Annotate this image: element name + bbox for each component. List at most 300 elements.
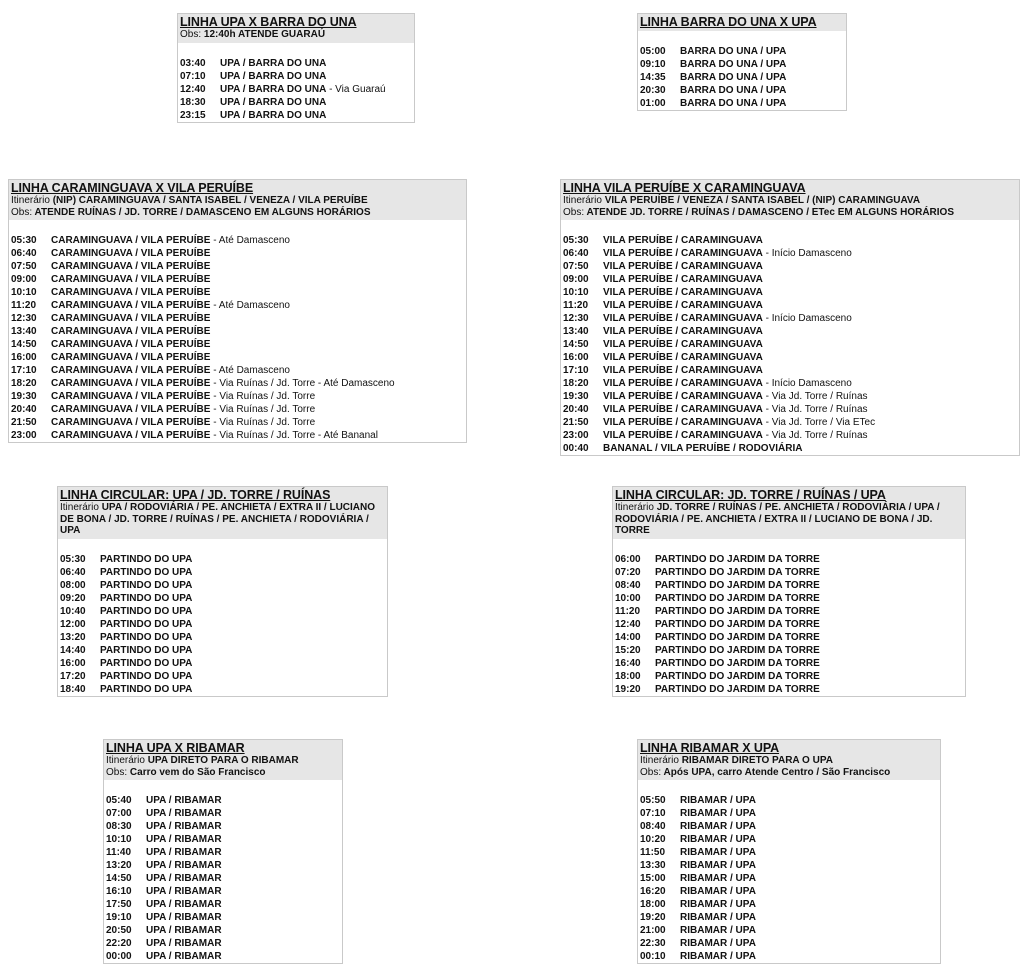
departure-route: RIBAMAR / UPA [680, 795, 756, 806]
departure-route: UPA / RIBAMAR [146, 795, 222, 806]
departure-time: 19:30 [11, 391, 37, 402]
departure-route: PARTINDO DO JARDIM DA TORRE [655, 644, 820, 656]
departure-route: RIBAMAR / UPA [680, 951, 756, 962]
departure-route: CARAMINGUAVA / VILA PERUÍBE [51, 326, 211, 337]
schedule-title: LINHA UPA X BARRA DO UNA [180, 15, 357, 29]
departure-time: 12:40 [615, 618, 641, 630]
obs-value: ATENDE RUÍNAS / JD. TORRE / DAMASCENO EM ALGUNS HORÁRIOS [34, 206, 371, 218]
departure-row [11, 247, 464, 260]
departure-row [11, 403, 464, 416]
departure-route: CARAMINGUAVA / VILA PERUÍBE [51, 417, 211, 428]
departure-time: 22:30 [640, 938, 666, 949]
departure-route: UPA / RIBAMAR [146, 821, 222, 832]
departure-note: - Via Ruínas / Jd. Torre - Até Damasceno [210, 378, 395, 389]
departure-row [60, 579, 385, 592]
departure-note: - Início Damasceno [762, 248, 852, 259]
departure-time: 15:00 [640, 873, 666, 884]
obs-value: Carro vem do São Francisco [129, 766, 266, 778]
departure-time: 09:00 [11, 274, 37, 285]
departure-route: BARRA DO UNA / UPA [680, 46, 787, 57]
schedule-box-barra-do-una-upa [637, 13, 847, 111]
departure-route: CARAMINGUAVA / VILA PERUÍBE [51, 235, 211, 246]
departure-time: 06:00 [615, 553, 641, 565]
departure-route: VILA PERUÍBE / CARAMINGUAVA [603, 339, 763, 350]
itinerary-value: UPA / RODOVIÁRIA / PE. ANCHIETA / EXTRA II / LUCIANO DE BONA / JD. TORRE / RUÍNAS / PE. ANCHIETA / RODOVIÁRIA / UPA [60, 502, 376, 536]
departure-time: 11:20 [615, 605, 641, 617]
departure-list [638, 780, 940, 963]
departure-row [60, 618, 385, 631]
departure-list [178, 43, 414, 122]
departure-time: 08:40 [615, 579, 641, 591]
departure-route: CARAMINGUAVA / VILA PERUÍBE [51, 352, 211, 363]
schedule-header [178, 14, 414, 43]
departure-time: 19:20 [640, 912, 666, 923]
departure-row [11, 364, 464, 377]
departure-note: - Via Jd. Torre / Ruínas [762, 404, 868, 415]
departure-time: 05:40 [106, 795, 132, 806]
departure-row [615, 657, 963, 670]
departure-row [106, 950, 340, 963]
departure-route: RIBAMAR / UPA [680, 899, 756, 910]
departure-row [563, 338, 1017, 351]
departure-row [640, 950, 938, 963]
departure-row [563, 364, 1017, 377]
departure-time: 13:40 [11, 326, 37, 337]
departure-row [640, 71, 844, 84]
departure-time: 01:00 [640, 98, 666, 109]
departure-time: 09:10 [640, 59, 666, 70]
departure-time: 23:00 [563, 430, 589, 441]
departure-row [640, 846, 938, 859]
departure-row [180, 83, 412, 96]
departure-route: VILA PERUÍBE / CARAMINGUAVA [603, 391, 763, 402]
departure-time: 18:00 [615, 670, 641, 682]
departure-route: RIBAMAR / UPA [680, 821, 756, 832]
departure-route: RIBAMAR / UPA [680, 873, 756, 884]
departure-time: 17:50 [106, 899, 132, 910]
departure-row [11, 286, 464, 299]
departure-time: 18:40 [60, 683, 86, 695]
departure-row [640, 937, 938, 950]
schedule-header [638, 740, 940, 780]
departure-time: 11:20 [563, 300, 589, 311]
departure-row [60, 592, 385, 605]
departure-route: UPA / BARRA DO UNA [220, 109, 327, 121]
schedule-header [613, 487, 965, 539]
departure-note: - Até Damasceno [210, 365, 290, 376]
departure-route: PARTINDO DO UPA [100, 618, 193, 630]
obs-line [640, 767, 938, 779]
departure-route: PARTINDO DO UPA [100, 631, 193, 643]
departure-row [640, 807, 938, 820]
departure-note: - Via Ruínas / Jd. Torre [210, 391, 316, 402]
departure-row [563, 429, 1017, 442]
departure-time: 05:30 [11, 235, 37, 246]
departure-time: 20:40 [563, 404, 589, 415]
departure-time: 19:10 [106, 912, 132, 923]
departure-row [640, 872, 938, 885]
departure-row [640, 898, 938, 911]
departure-row [11, 273, 464, 286]
itinerary-value: JD. TORRE / RUÍNAS / PE. ANCHIETA / RODOVIÁRIA / UPA / RODOVIÁRIA / PE. ANCHIETA / EXTRA II / LUCIANO DE BONA / JD. TORRE [615, 502, 940, 536]
departure-time: 05:30 [563, 235, 589, 246]
itinerary-label: Itinerário [106, 755, 145, 766]
departure-row [615, 644, 963, 657]
departure-route: UPA / RIBAMAR [146, 860, 222, 871]
departure-row [106, 911, 340, 924]
departure-row [640, 911, 938, 924]
departure-row [180, 70, 412, 83]
itinerary-label: Itinerário [563, 195, 602, 206]
departure-row [106, 859, 340, 872]
departure-row [640, 58, 844, 71]
departure-row [60, 657, 385, 670]
departure-note: - Via Jd. Torre / Ruínas [762, 430, 868, 441]
departure-time: 11:50 [640, 847, 666, 858]
departure-row [615, 670, 963, 683]
departure-row [11, 351, 464, 364]
departure-time: 09:20 [60, 592, 86, 604]
departure-time: 20:30 [640, 85, 666, 96]
departure-row [563, 273, 1017, 286]
itinerary-label: Itinerário [640, 755, 679, 766]
departure-row [563, 286, 1017, 299]
departure-row [106, 885, 340, 898]
itinerary-line [11, 195, 464, 207]
departure-time: 23:15 [180, 109, 206, 121]
departure-time: 09:00 [563, 274, 589, 285]
departure-time: 14:50 [563, 339, 589, 350]
departure-route: UPA / RIBAMAR [146, 951, 222, 962]
obs-label: Obs: [640, 766, 662, 778]
departure-row [640, 833, 938, 846]
departure-route: PARTINDO DO UPA [100, 605, 193, 617]
itinerary-value: (NIP) CARAMINGUAVA / SANTA ISABEL / VENEZA / VILA PERUÍBE [52, 195, 368, 206]
departure-route: PARTINDO DO UPA [100, 566, 193, 578]
departure-time: 16:10 [106, 886, 132, 897]
departure-time: 15:20 [615, 644, 641, 656]
departure-time: 10:20 [640, 834, 666, 845]
departure-route: CARAMINGUAVA / VILA PERUÍBE [51, 391, 211, 402]
departure-note: - Via Jd. Torre / Ruínas [762, 391, 868, 402]
departure-row [106, 807, 340, 820]
departure-route: PARTINDO DO UPA [100, 683, 193, 695]
departure-row [11, 429, 464, 442]
departure-route: CARAMINGUAVA / VILA PERUÍBE [51, 404, 211, 415]
departure-route: CARAMINGUAVA / VILA PERUÍBE [51, 313, 211, 324]
departure-time: 19:30 [563, 391, 589, 402]
departure-route: PARTINDO DO JARDIM DA TORRE [655, 605, 820, 617]
itinerary-value: RIBAMAR DIRETO PARA O UPA [681, 755, 833, 766]
departure-row [180, 57, 412, 70]
departure-row [563, 260, 1017, 273]
departure-time: 11:20 [11, 300, 37, 311]
departure-list [638, 31, 846, 110]
departure-route: VILA PERUÍBE / CARAMINGUAVA [603, 287, 763, 298]
schedule-box-circular-upa-jd-torre [57, 486, 388, 697]
departure-time: 17:20 [60, 670, 86, 682]
departure-row [106, 872, 340, 885]
departure-route: VILA PERUÍBE / CARAMINGUAVA [603, 235, 763, 246]
departure-route: UPA / RIBAMAR [146, 873, 222, 884]
departure-route: UPA / RIBAMAR [146, 808, 222, 819]
departure-route: CARAMINGUAVA / VILA PERUÍBE [51, 378, 211, 389]
departure-row [640, 820, 938, 833]
departure-time: 21:00 [640, 925, 666, 936]
departure-row [180, 109, 412, 122]
departure-note: - Início Damasceno [762, 313, 852, 324]
obs-line [563, 207, 1017, 219]
departure-row [563, 234, 1017, 247]
departure-time: 10:10 [563, 287, 589, 298]
departure-route: UPA / RIBAMAR [146, 925, 222, 936]
departure-route: PARTINDO DO UPA [100, 579, 193, 591]
departure-row [106, 846, 340, 859]
schedule-title: LINHA BARRA DO UNA X UPA [640, 15, 817, 29]
departure-row [11, 390, 464, 403]
departure-row [11, 312, 464, 325]
departure-route: CARAMINGUAVA / VILA PERUÍBE [51, 261, 211, 272]
departure-row [640, 885, 938, 898]
departure-time: 11:40 [106, 847, 132, 858]
departure-route: CARAMINGUAVA / VILA PERUÍBE [51, 430, 211, 441]
departure-route: PARTINDO DO JARDIM DA TORRE [655, 631, 820, 643]
departure-row [60, 670, 385, 683]
departure-row [640, 924, 938, 937]
departure-route: PARTINDO DO JARDIM DA TORRE [655, 670, 820, 682]
departure-route: VILA PERUÍBE / CARAMINGUAVA [603, 248, 763, 259]
departure-route: VILA PERUÍBE / CARAMINGUAVA [603, 417, 763, 428]
departure-route: VILA PERUÍBE / CARAMINGUAVA [603, 352, 763, 363]
departure-list [104, 780, 342, 963]
departure-row [640, 45, 844, 58]
itinerary-line [106, 755, 340, 767]
departure-row [563, 312, 1017, 325]
schedule-box-ribamar-upa [637, 739, 941, 964]
departure-route: BARRA DO UNA / UPA [680, 59, 787, 70]
departure-note: - Até Damasceno [210, 300, 290, 311]
departure-note: - Início Damasceno [762, 378, 852, 389]
departure-note: - Via Jd. Torre / Via ETec [762, 417, 876, 428]
departure-list [561, 220, 1019, 455]
schedule-title: LINHA CARAMINGUAVA X VILA PERUÍBE [11, 181, 254, 195]
departure-row [615, 579, 963, 592]
departure-list [58, 539, 387, 696]
departure-time: 06:40 [60, 566, 86, 578]
obs-line [180, 29, 412, 41]
departure-row [615, 566, 963, 579]
obs-label: Obs: [11, 206, 33, 218]
departure-time: 13:20 [106, 860, 132, 871]
departure-row [106, 833, 340, 846]
departure-route: BARRA DO UNA / UPA [680, 98, 787, 109]
departure-row [180, 96, 412, 109]
departure-row [106, 898, 340, 911]
departure-row [106, 820, 340, 833]
departure-route: RIBAMAR / UPA [680, 925, 756, 936]
departure-time: 05:30 [60, 553, 86, 565]
departure-note: - Até Damasceno [210, 235, 290, 246]
departure-row [615, 592, 963, 605]
departure-route: PARTINDO DO UPA [100, 670, 193, 682]
departure-row [11, 377, 464, 390]
departure-row [563, 247, 1017, 260]
departure-row [563, 403, 1017, 416]
itinerary-label: Itinerário [60, 502, 99, 513]
departure-row [640, 859, 938, 872]
departure-time: 18:00 [640, 899, 666, 910]
departure-route: CARAMINGUAVA / VILA PERUÍBE [51, 274, 211, 285]
departure-route: RIBAMAR / UPA [680, 912, 756, 923]
departure-time: 08:30 [106, 821, 132, 832]
departure-time: 13:40 [563, 326, 589, 337]
departure-time: 05:00 [640, 46, 666, 57]
departure-route: VILA PERUÍBE / CARAMINGUAVA [603, 430, 763, 441]
departure-time: 07:00 [106, 808, 132, 819]
departure-row [11, 416, 464, 429]
departure-row [563, 416, 1017, 429]
departure-time: 06:40 [563, 248, 589, 259]
departure-route: BARRA DO UNA / UPA [680, 85, 787, 96]
departure-time: 23:00 [11, 430, 37, 441]
departure-row [11, 260, 464, 273]
departure-row [11, 325, 464, 338]
schedule-header [638, 14, 846, 31]
departure-route: VILA PERUÍBE / CARAMINGUAVA [603, 274, 763, 285]
departure-route: VILA PERUÍBE / CARAMINGUAVA [603, 378, 763, 389]
departure-row [640, 794, 938, 807]
departure-note: - Via Guaraú [326, 83, 386, 95]
schedule-box-vila-peruibe-caraminguava [560, 179, 1020, 456]
departure-route: UPA / RIBAMAR [146, 886, 222, 897]
departure-time: 18:30 [180, 96, 206, 108]
departure-time: 18:20 [11, 378, 37, 389]
schedule-box-circular-jd-torre-upa [612, 486, 966, 697]
schedule-header [104, 740, 342, 780]
departure-route: VILA PERUÍBE / CARAMINGUAVA [603, 326, 763, 337]
departure-time: 21:50 [563, 417, 589, 428]
departure-time: 00:00 [106, 951, 132, 962]
departure-time: 07:20 [615, 566, 641, 578]
departure-row [563, 390, 1017, 403]
departure-row [615, 683, 963, 696]
departure-time: 05:50 [640, 795, 666, 806]
schedule-title: LINHA CIRCULAR: JD. TORRE / RUÍNAS / UPA [615, 488, 886, 502]
departure-row [60, 553, 385, 566]
departure-row [60, 605, 385, 618]
departure-route: PARTINDO DO JARDIM DA TORRE [655, 683, 820, 695]
departure-route: RIBAMAR / UPA [680, 886, 756, 897]
departure-route: PARTINDO DO JARDIM DA TORRE [655, 592, 820, 604]
departure-note: - Via Ruínas / Jd. Torre [210, 404, 316, 415]
departure-time: 13:30 [640, 860, 666, 871]
departure-route: UPA / RIBAMAR [146, 847, 222, 858]
departure-time: 20:50 [106, 925, 132, 936]
schedule-header [561, 180, 1019, 220]
itinerary-line [563, 195, 1017, 207]
departure-time: 17:10 [11, 365, 37, 376]
departure-row [563, 377, 1017, 390]
itinerary-line [60, 502, 385, 537]
departure-route: UPA / RIBAMAR [146, 912, 222, 923]
departure-time: 10:40 [60, 605, 86, 617]
departure-route: PARTINDO DO JARDIM DA TORRE [655, 657, 820, 669]
departure-time: 07:50 [563, 261, 589, 272]
departure-time: 08:40 [640, 821, 666, 832]
departure-route: CARAMINGUAVA / VILA PERUÍBE [51, 248, 211, 259]
departure-time: 00:40 [563, 443, 589, 454]
obs-line [11, 207, 464, 219]
departure-time: 12:00 [60, 618, 86, 630]
departure-time: 16:00 [60, 657, 86, 669]
departure-route: UPA / RIBAMAR [146, 899, 222, 910]
departure-route: PARTINDO DO UPA [100, 644, 193, 656]
departure-route: PARTINDO DO JARDIM DA TORRE [655, 618, 820, 630]
obs-value: 12:40h ATENDE GUARAÚ [203, 29, 326, 40]
schedule-header [9, 180, 466, 220]
schedule-header [58, 487, 387, 539]
departure-route: CARAMINGUAVA / VILA PERUÍBE [51, 365, 211, 376]
obs-value: Após UPA, carro Atende Centro / São Francisco [663, 766, 891, 778]
departure-row [106, 937, 340, 950]
departure-row [11, 299, 464, 312]
obs-line [106, 767, 340, 779]
departure-route: PARTINDO DO JARDIM DA TORRE [655, 553, 820, 565]
itinerary-label: Itinerário [11, 195, 50, 206]
departure-route: PARTINDO DO UPA [100, 592, 193, 604]
departure-route: UPA / BARRA DO UNA [220, 83, 327, 95]
departure-time: 06:40 [11, 248, 37, 259]
departure-list [9, 220, 466, 442]
departure-time: 20:40 [11, 404, 37, 415]
departure-route: BARRA DO UNA / UPA [680, 72, 787, 83]
departure-route: VILA PERUÍBE / CARAMINGUAVA [603, 404, 763, 415]
departure-route: CARAMINGUAVA / VILA PERUÍBE [51, 300, 211, 311]
departure-row [60, 644, 385, 657]
departure-time: 16:20 [640, 886, 666, 897]
departure-route: RIBAMAR / UPA [680, 860, 756, 871]
departure-route: UPA / BARRA DO UNA [220, 57, 327, 69]
departure-route: PARTINDO DO JARDIM DA TORRE [655, 579, 820, 591]
departure-time: 12:30 [563, 313, 589, 324]
departure-time: 10:10 [106, 834, 132, 845]
departure-row [615, 631, 963, 644]
departure-row [60, 683, 385, 696]
itinerary-value: UPA DIRETO PARA O RIBAMAR [147, 755, 299, 766]
schedule-box-caraminguava-vila-peruibe [8, 179, 467, 443]
departure-route: PARTINDO DO UPA [100, 657, 193, 669]
departure-time: 07:10 [180, 70, 206, 82]
departure-row [60, 566, 385, 579]
departure-time: 14:50 [11, 339, 37, 350]
departure-time: 14:00 [615, 631, 641, 643]
departure-list [613, 539, 965, 696]
departure-time: 14:40 [60, 644, 86, 656]
departure-time: 12:30 [11, 313, 37, 324]
departure-row [106, 924, 340, 937]
itinerary-value: VILA PERUÍBE / VENEZA / SANTA ISABEL / (NIP) CARAMINGUAVA [604, 195, 921, 206]
itinerary-line [615, 502, 963, 537]
departure-route: VILA PERUÍBE / CARAMINGUAVA [603, 313, 763, 324]
departure-row [615, 605, 963, 618]
obs-value: ATENDE JD. TORRE / RUÍNAS / DAMASCENO / ETec EM ALGUNS HORÁRIOS [586, 206, 954, 218]
departure-row [615, 553, 963, 566]
departure-time: 21:50 [11, 417, 37, 428]
departure-time: 12:40 [180, 83, 206, 95]
departure-route: CARAMINGUAVA / VILA PERUÍBE [51, 287, 211, 298]
departure-time: 07:10 [640, 808, 666, 819]
obs-label: Obs: [563, 206, 585, 218]
